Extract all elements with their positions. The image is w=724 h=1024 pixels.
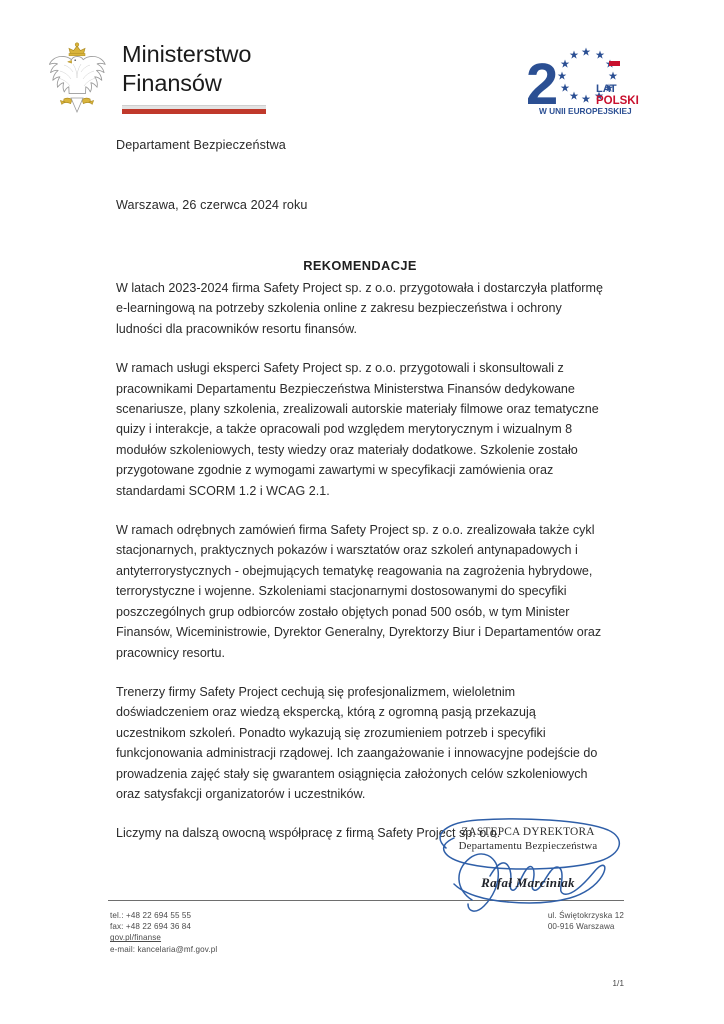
footer-address-line1: ul. Świętokrzyska 12	[547, 911, 624, 920]
page-number: 1/1	[612, 978, 624, 988]
ministry-wordmark	[122, 38, 266, 114]
polish-eagle-emblem-icon	[44, 40, 110, 118]
signer-role-line2: Departamentu Bezpieczeństwa	[458, 839, 598, 852]
closing-paragraph: Liczymy na dalszą owocną współpracę z firmą Safety Project sp. o.o.	[116, 826, 501, 841]
footer-email[interactable]: e-mail: kancelaria@mf.gov.pl	[110, 944, 218, 954]
body-paragraph: W latach 2023-2024 firma Safety Project sp. z o.o. przygotowała i dostarczyła platformę e-learningową na potrzeby szkolenia online z zakresu bezpieczeństwa i ochrony ludności dla pracowników resortu finansów.	[116, 281, 603, 336]
signer-role	[430, 826, 626, 853]
ministry-name-line1: Ministerstwo	[122, 41, 252, 67]
department-label: Departament Bezpieczeństwa	[116, 138, 286, 152]
footer-address	[548, 910, 624, 932]
body-paragraph: W ramach usługi eksperci Safety Project sp. z o.o. przygotowali i skonsultowali z pracownikami Departamentu Bezpieczeństwa Ministerstwa Finansów dedykowane scenariusze, plany szkolenia, zrealizowali autorskie materiały filmowe oraz tematyczne quizy i interakcje, a także opracowali pod względem merytorycznym i wizualnym 8 modułów szkoleniowych, testy wiedzy oraz materiały dodatkowe. Szkolenie zostało przygotowane zgodnie z wymogami zawartymi w specyfikacji zamówienia oraz standardami SCORM 1.2 i WCAG 2.1.	[116, 361, 599, 498]
svg-text:2: 2	[526, 52, 559, 117]
eu-20-years-logo	[524, 42, 640, 118]
document-body	[116, 278, 606, 862]
page-title: REKOMENDACJE	[303, 258, 417, 273]
footer-address-line2: 00-916 Warszawa	[547, 922, 615, 932]
body-paragraph: W ramach odrębnych zamówień firma Safety Project sp. z o.o. zrealizowała także cykl stacjonarnych, praktycznych pokazów i warsztatów oraz szkoleń antynapadowych i antyterrorystycznych - obejmujących tematykę reagowania na zagrożenia hybrydowe, terrorystyczne i wojenne. Szkoleniami stacjonarnymi dostosowanymi do specyfiki poszczególnych grup odbiorców zostało objętych ponad 500 osób, w tym Minister Finansów, Wiceministrowie, Dyrektor Generalny, Dyrektorzy Biur i Departamentów oraz pracownicy resortu.	[116, 523, 602, 660]
svg-text:W UNII EUROPEJSKIEJ: W UNII EUROPEJSKIEJ	[539, 106, 632, 116]
document-header	[0, 38, 724, 138]
signature-block	[430, 826, 626, 891]
signer-role-line1: ZASTĘPCA DYREKTORA	[461, 826, 595, 838]
svg-text:POLSKI: POLSKI	[596, 95, 639, 107]
footer-tel: tel.: +48 22 694 55 55	[110, 911, 192, 920]
footer-divider	[108, 900, 624, 901]
ministry-name-line2: Finansów	[122, 70, 222, 97]
polish-flag-bar-icon	[122, 105, 266, 114]
signer-name: Rafał Marciniak	[481, 875, 575, 890]
place-and-date: Warszawa, 26 czerwca 2024 roku	[116, 198, 308, 212]
footer-contact	[110, 910, 217, 955]
footer-website-link[interactable]: gov.pl/finanse	[110, 933, 162, 943]
ministry-brand	[44, 38, 266, 118]
svg-text:LAT: LAT	[596, 83, 617, 95]
footer-fax: fax: +48 22 694 36 84	[110, 922, 192, 932]
body-paragraph: Trenerzy firmy Safety Project cechują się profesjonalizmem, wieloletnim doświadczeniem oraz wiedzą ekspercką, którą z ogromną pasją przekazują uczestnikom szkoleń. Ponadto wykazują się zrozumieniem potrzeb i specyfiki funkcjonowania administracji rządowej. Ich zaangażowanie i innowacyjne podejście do prowadzenia zajęć stały się gwarantem osiągnięcia założonych celów szkoleniowych oraz satysfakcji organizatorów i uczestników.	[116, 684, 598, 801]
